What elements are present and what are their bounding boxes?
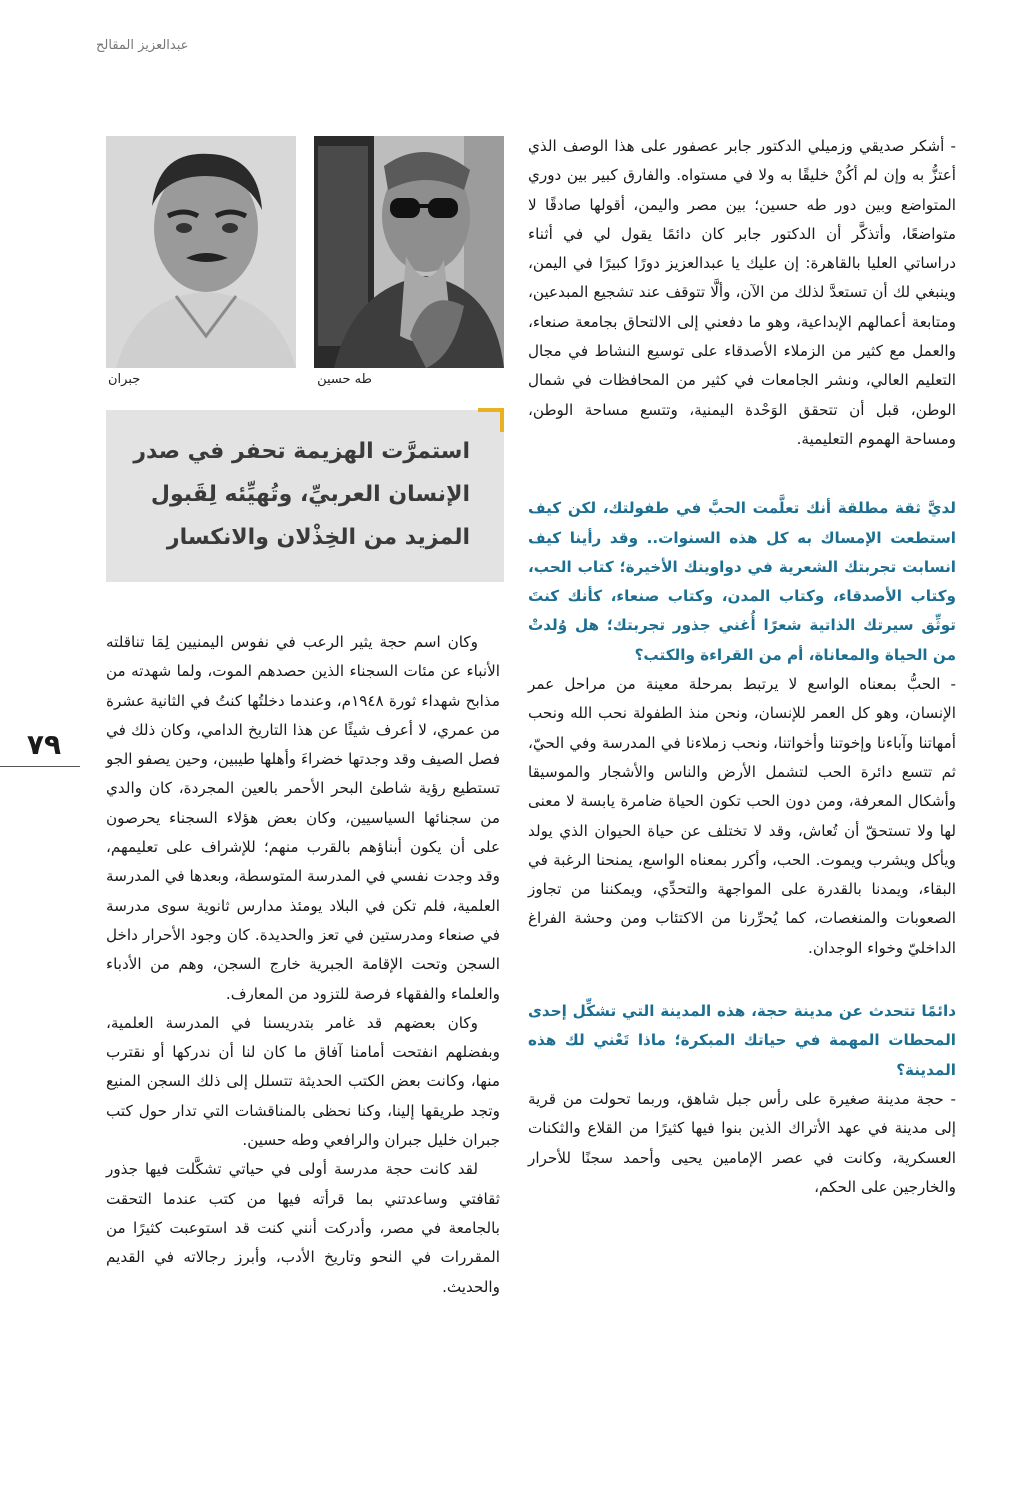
caption-taha: طه حسين xyxy=(317,372,372,387)
portrait-gibran-image xyxy=(106,136,296,368)
page-number: ٧٩ xyxy=(26,728,62,761)
page-number-rule xyxy=(0,766,80,767)
body-paragraph: وكان اسم حجة يثير الرعب في نفوس اليمنيين لِمَا تناقلته الأنباء عن مئات السجناء الذين حصدهم الموت، ولما شهدته من مذابح شهداء ثورة ١٩٤٨م، وعندما دخلتُها كنتُ في الثانية عشرة من عمري، لا أعرف شيئًا عن هذا التاريخ الدامي، وكان ذلك في فصل الصيف وقد وجدتها خضراءَ وأهلها طيبين، وحين يصفو الجو تستطيع رؤية شاطئ البحر الأحمر بالعين المجردة، كان والدي من سجنائها السياسيين، وكان بعض هؤلاء السجناء يحرصون على أن يكون أبناؤهم بالقرب منهم؛ للإشراف على تعليمهم، وقد وجدت نفسي في المدرسة المتوسطة، وبعدها في المدرسة العلمية، فلم تكن في البلاد يومئذ مدارس ثانوية سوى مدرسة في صنعاء ومدرستين في تعز والحديدة. كان وجود الأحرار داخل السجن وتحت الإقامة الجبرية خارج السجن، وهم من الأدباء والعلماء والفقهاء فرصة للتزود من المعارف. xyxy=(106,633,501,1003)
body-paragraph: لقد كانت حجة مدرسة أولى في حياتي تشكَّلت فيها جذور ثقافتي وساعدتني بما قرأته فيها من كتب عندما التحقت بالجامعة في مصر، وأدركت أنني كنت قد استوعبت كثيرًا من المقررات في النحو وتاريخ الأدب، وأبرز رجالاته في القديم والحديث. xyxy=(106,1160,500,1296)
portrait-taha-image xyxy=(314,136,504,368)
photo-taha-hussein xyxy=(314,136,504,368)
left-text-column xyxy=(106,628,500,1302)
answer-paragraph: - الحبُّ بمعناه الواسع لا يرتبط بمرحلة معينة من مراحل عمر الإنسان، وهو كل العمر للإنسان، ونحن منذ الطفولة نحب الله ونحب أمهاتنا وآباءنا وإخوتنا وأخواتنا، ونحب زملاءنا في المدرسة وفي الحيّ، ثم تتسع دائرة الحب لتشمل الأرض والناس والأشجار والموسيقا وأشكال المعرفة، ومن دون الحب تكون الحياة ضامرة يابسة لا معنى لها ولا تستحقّ أن تُعاش، وقد لا تختلف عن حياة الحيوان الذي يولد ويأكل ويشرب ويموت. الحب، وأكرر بمعناه الواسع، يمنحنا الرغبة في البقاء، ويمدنا بالقدرة على المواجهة والتحدِّي، ويمكننا من تجاوز الصعوبات والمنغصات، كما يُحرِّرنا من الاكتئاب ومن وحشة الفراغ الداخليّ وخواء الوجدان. xyxy=(528,675,956,957)
answer-paragraph: - حجة مدينة صغيرة على رأس جبل شاهق، وربما تحولت من قرية إلى مدينة في عهد الأتراك الذين بنوا فيها كثيرًا من القلاع والثكنات العسكرية، وكانت في عصر الإمامين يحيى وأحمد سجنًا للأحرار والخارجين على الحكم، xyxy=(528,1089,956,1196)
right-text-column xyxy=(528,132,956,1202)
running-head: عبدالعزيز المقالح xyxy=(96,38,189,53)
photo-gibran xyxy=(106,136,296,368)
body-paragraph: وكان بعضهم قد غامر بتدريسنا في المدرسة العلمية، وبفضلهم انفتحت أمامنا آفاق ما كان لنا أن ندركها أو نقترب منها، وكانت بعض الكتب الحديثة تتسلل إلى ذلك السجن المنيع وتجد طريقها إلينا، وكنا نحظى بالمناقشات التي تدار حول كتب جبران خليل جبران والرافعي وطه حسين. xyxy=(106,1013,500,1150)
interview-question: لديَّ ثقة مطلقة أنك تعلَّمت الحبَّ في طفولتك، لكن كيف استطعت الإمساك به كل هذه السنوات.. وقد رأينا كيف انسابت تجربتك الشعرية في دواوينك الأخيرة؛ كتاب الحب، وكتاب الأصدقاء، وكتاب المدن، وكتاب صنعاء، كأنك كنتَ توثِّق سيرتك الذاتية شعرًا أُغني جذور تجربتك؛ هل وُلدتْ من الحياة والمعاناة، أم من القراءة والكتب؟ xyxy=(528,499,956,664)
pull-quote-accent-top xyxy=(478,408,504,412)
pull-quote-box xyxy=(106,410,504,582)
caption-gibran: جبران xyxy=(108,372,141,387)
photo-row xyxy=(106,136,504,388)
answer-paragraph: - أشكر صديقي وزميلي الدكتور جابر عصفور على هذا الوصف الذي أعتزُّ به وإن لم أكُنْ خليقًا به ولا في مستواه. والفارق كبير بين دوري المتواضع وبين دور طه حسين؛ بين مصر واليمن، أقولها صادقًا لا متواضعًا، وأتذكَّر أن الدكتور جابر كان دائمًا يقول لي في أثناء دراساتي العليا بالقاهرة: إن عليك يا عبدالعزيز دورًا كبيرًا في اليمن، وينبغي لك أن تستعدَّ لذلك من الآن، وألَّا تتوقف عند تشجيع المبدعين، ومتابعة أعمالهم الإبداعية، وهو ما دفعني إلى الالتحاق بجامعة صنعاء، والعمل مع كثير من الزملاء الأصدقاء على توسيع النشاط في مجال التعليم العالي، ونشر الجامعات في كثير من المحافظات في شمال الوطن، قبل أن تتحقق الوَحْدة اليمنية، وتتسع مساحة الوطن، ومساحة الهموم التعليمية. xyxy=(528,137,956,448)
pull-quote-text: استمرَّت الهزيمة تحفر في صدر الإنسان العربيِّ، وتُهيِّئه لِقَبول المزيد من الخِذْلان والانكسار xyxy=(133,439,470,550)
interview-question: دائمًا تتحدث عن مدينة حجة، هذه المدينة التي تشكِّل إحدى المحطات المهمة في حياتك المبكرة؛ ماذا تَعْني لك هذه المدينة؟ xyxy=(528,1002,956,1079)
